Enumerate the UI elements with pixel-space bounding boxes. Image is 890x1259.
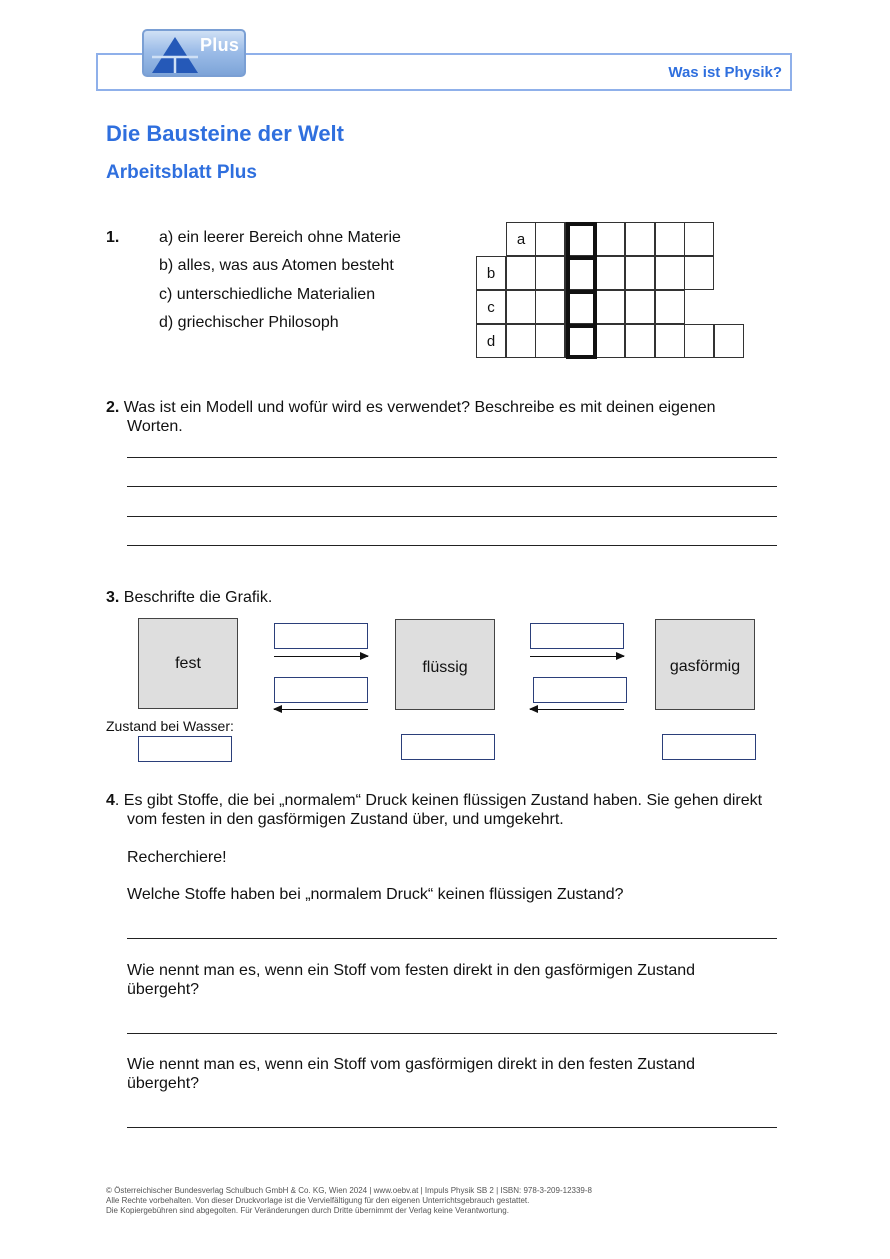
crossword-cell[interactable] xyxy=(625,256,655,290)
pyramid-icon xyxy=(150,35,200,75)
task4-answer-line-2[interactable] xyxy=(127,1033,777,1034)
arrow-left-icon xyxy=(274,709,368,710)
arrow-left-icon xyxy=(530,709,624,710)
task4-question-3-line1: Wie nennt man es, wenn ein Stoff vom gasförmigen direkt in den festen Zustand xyxy=(127,1056,696,1073)
water-gas-box[interactable] xyxy=(662,734,756,760)
task1-clue-c: c) unterschiedliche Materialien xyxy=(159,286,376,303)
state-box-gas: gasförmig xyxy=(655,619,755,710)
footer xyxy=(106,1186,592,1216)
arrow-right-icon xyxy=(274,656,368,657)
evaporation-label-box[interactable] xyxy=(530,623,624,649)
crossword-cell[interactable] xyxy=(655,290,685,324)
task1-clue-d: d) griechischer Philosoph xyxy=(159,314,339,331)
melting-label-box[interactable] xyxy=(274,623,368,649)
crossword-cell[interactable] xyxy=(535,290,565,324)
water-state-label: Zustand bei Wasser: xyxy=(106,718,234,734)
task1-number: 1. xyxy=(106,229,120,246)
task4-intro xyxy=(106,791,762,810)
task1-clue-b: b) alles, was aus Atomen besteht xyxy=(159,257,394,274)
crossword-label-d: d xyxy=(476,324,506,358)
task2-question xyxy=(106,398,716,417)
water-solid-box[interactable] xyxy=(138,736,232,762)
crossword-cell[interactable] xyxy=(595,290,625,324)
crossword-label-b: b xyxy=(476,256,506,290)
task2-text-line2: Worten. xyxy=(127,418,183,435)
crossword-cell[interactable] xyxy=(684,324,714,358)
crossword-cell[interactable] xyxy=(625,290,655,324)
task4-research: Recherchiere! xyxy=(127,849,227,866)
header-title: Was ist Physik? xyxy=(668,64,782,81)
state-box-solid: fest xyxy=(138,618,238,709)
crossword-cell[interactable] xyxy=(506,256,536,290)
crossword-cell[interactable] xyxy=(655,222,685,256)
condensation-label-box[interactable] xyxy=(533,677,627,703)
task4-intro-line2: vom festen in den gasförmigen Zustand über, und umgekehrt. xyxy=(127,811,564,828)
plus-logo xyxy=(142,29,246,77)
task2-text-line1: Was ist ein Modell und wofür wird es verwendet? Beschreibe es mit deinen eigenen xyxy=(123,399,716,416)
crossword-cell[interactable] xyxy=(535,324,565,358)
arrow-right-icon xyxy=(530,656,624,657)
task4-question-2-line1: Wie nennt man es, wenn ein Stoff vom festen direkt in den gasförmigen Zustand xyxy=(127,962,696,979)
task3-number: 3. xyxy=(106,589,120,606)
task4-answer-line-3[interactable] xyxy=(127,1127,777,1128)
crossword-label-c: c xyxy=(476,290,506,324)
footer-copyright: © Österreichischer Bundesverlag Schulbuch GmbH & Co. KG, Wien 2024 | www.oebv.at | Impuls Physik SB 2 | ISBN: 978-3-209-12339-8 xyxy=(106,1186,592,1195)
crossword-cell[interactable] xyxy=(684,222,714,256)
page-title: Die Bausteine der Welt xyxy=(106,121,344,146)
page-subtitle: Arbeitsblatt Plus xyxy=(106,162,257,183)
task2-answer-line-1[interactable] xyxy=(127,457,777,458)
water-liquid-box[interactable] xyxy=(401,734,495,760)
crossword-cell[interactable] xyxy=(655,256,685,290)
crossword-cell[interactable] xyxy=(595,222,625,256)
freezing-label-box[interactable] xyxy=(274,677,368,703)
crossword-cell[interactable] xyxy=(595,256,625,290)
task3-text: Beschrifte die Grafik. xyxy=(123,589,273,606)
task3-question xyxy=(106,588,272,607)
footer-rights: Alle Rechte vorbehalten. Von dieser Druckvorlage ist die Vervielfältigung für den eigenen Unterrichtsgebrauch gestattet. xyxy=(106,1196,530,1205)
task4-answer-line-1[interactable] xyxy=(127,938,777,939)
crossword-cell[interactable] xyxy=(595,324,625,358)
task1-clue-a: a) ein leerer Bereich ohne Materie xyxy=(159,229,401,246)
crossword-cell[interactable] xyxy=(506,290,536,324)
task2-answer-line-4[interactable] xyxy=(127,545,777,546)
crossword-cell[interactable] xyxy=(535,222,565,256)
task4-question-1: Welche Stoffe haben bei „normalem Druck“ keinen flüssigen Zustand? xyxy=(127,886,624,903)
task4-question-2-line2: übergeht? xyxy=(127,981,200,998)
crossword-cell[interactable] xyxy=(506,324,536,358)
task2-answer-line-2[interactable] xyxy=(127,486,777,487)
crossword-cell[interactable] xyxy=(655,324,685,358)
crossword-cell[interactable] xyxy=(625,324,655,358)
crossword-cell[interactable] xyxy=(684,256,714,290)
footer-disclaimer: Die Kopiergebühren sind abgegolten. Für Veränderungen durch Dritte übernimmt der Verlag keine Verantwortung. xyxy=(106,1206,509,1215)
task4-number: 4 xyxy=(106,792,115,809)
crossword-label-a: a xyxy=(506,222,536,256)
logo-text: Plus xyxy=(200,35,240,55)
task2-answer-line-3[interactable] xyxy=(127,516,777,517)
task4-intro-line1: . Es gibt Stoffe, die bei „normalem“ Druck keinen flüssigen Zustand haben. Sie gehen direkt xyxy=(114,792,763,809)
crossword-cell[interactable] xyxy=(714,324,744,358)
state-box-liquid: flüssig xyxy=(395,619,495,710)
crossword-cell[interactable] xyxy=(625,222,655,256)
crossword-cell[interactable] xyxy=(535,256,565,290)
task2-number: 2. xyxy=(106,399,120,416)
crossword-solution-column xyxy=(566,222,597,359)
task4-question-3-line2: übergeht? xyxy=(127,1075,200,1092)
